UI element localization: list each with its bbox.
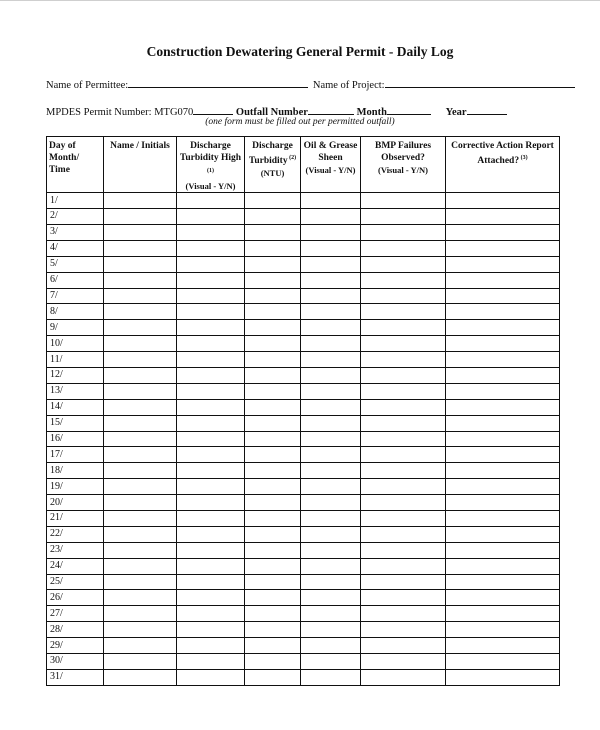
table-row bbox=[47, 526, 560, 542]
log-entry-cell[interactable] bbox=[245, 495, 301, 511]
log-entry-cell[interactable] bbox=[245, 653, 301, 669]
top-divider bbox=[0, 0, 600, 1]
day-cell[interactable]: 4/ bbox=[47, 240, 104, 256]
log-entry-cell[interactable] bbox=[446, 479, 560, 495]
log-entry-cell[interactable] bbox=[301, 209, 361, 225]
column-header-line2: Turbidity $^{(2)}$ bbox=[248, 155, 297, 167]
log-entry-cell[interactable] bbox=[361, 288, 446, 304]
column-header bbox=[47, 137, 104, 193]
log-entry-cell[interactable] bbox=[177, 431, 245, 447]
column-header-line1: Discharge bbox=[190, 141, 231, 151]
log-entry-cell[interactable] bbox=[104, 367, 177, 383]
log-entry-cell[interactable] bbox=[245, 590, 301, 606]
log-entry-cell[interactable] bbox=[301, 542, 361, 558]
log-entry-cell[interactable] bbox=[361, 383, 446, 399]
log-entry-cell[interactable] bbox=[245, 399, 301, 415]
log-entry-cell[interactable] bbox=[361, 574, 446, 590]
outfall-label: Outfall Number bbox=[235, 107, 308, 118]
log-entry-cell[interactable] bbox=[177, 606, 245, 622]
log-entry-cell[interactable] bbox=[245, 240, 301, 256]
day-cell[interactable]: 23/ bbox=[47, 542, 104, 558]
table-row bbox=[47, 622, 560, 638]
day-cell[interactable]: 13/ bbox=[47, 383, 104, 399]
log-entry-cell[interactable] bbox=[104, 352, 177, 368]
log-entry-cell[interactable] bbox=[177, 336, 245, 352]
log-entry-cell[interactable] bbox=[301, 224, 361, 240]
log-entry-cell[interactable] bbox=[446, 240, 560, 256]
log-entry-cell[interactable] bbox=[361, 352, 446, 368]
log-entry-cell[interactable] bbox=[177, 479, 245, 495]
log-entry-cell[interactable] bbox=[446, 542, 560, 558]
log-entry-cell[interactable] bbox=[177, 383, 245, 399]
log-entry-cell[interactable] bbox=[301, 288, 361, 304]
log-entry-cell[interactable] bbox=[104, 542, 177, 558]
log-entry-cell[interactable] bbox=[301, 367, 361, 383]
log-entry-cell[interactable] bbox=[177, 447, 245, 463]
mpdes-field[interactable] bbox=[193, 103, 233, 115]
log-entry-cell[interactable] bbox=[245, 256, 301, 272]
log-entry-cell[interactable] bbox=[446, 415, 560, 431]
table-row bbox=[47, 669, 560, 685]
log-entry-cell[interactable] bbox=[446, 304, 560, 320]
log-entry-cell[interactable] bbox=[301, 510, 361, 526]
log-entry-cell[interactable] bbox=[446, 653, 560, 669]
log-entry-cell[interactable] bbox=[177, 320, 245, 336]
form-note: (one form must be filled out per permitted outfall) bbox=[205, 117, 395, 127]
table-row bbox=[47, 463, 560, 479]
log-entry-cell[interactable] bbox=[446, 431, 560, 447]
footnote-marker: (3) bbox=[519, 155, 528, 161]
log-entry-cell[interactable] bbox=[104, 288, 177, 304]
log-entry-cell[interactable] bbox=[177, 510, 245, 526]
log-entry-cell[interactable] bbox=[245, 193, 301, 209]
log-entry-cell[interactable] bbox=[361, 415, 446, 431]
log-entry-cell[interactable] bbox=[446, 320, 560, 336]
log-entry-cell[interactable] bbox=[446, 574, 560, 590]
table-row bbox=[47, 336, 560, 352]
day-cell[interactable]: 17/ bbox=[47, 447, 104, 463]
log-entry-cell[interactable] bbox=[177, 415, 245, 431]
column-header bbox=[301, 137, 361, 193]
column-header-line1: BMP Failures bbox=[374, 141, 432, 151]
log-entry-cell[interactable] bbox=[361, 367, 446, 383]
table-row bbox=[47, 399, 560, 415]
table-row bbox=[47, 479, 560, 495]
table-row bbox=[47, 383, 560, 399]
log-entry-cell[interactable] bbox=[301, 415, 361, 431]
log-entry-cell[interactable] bbox=[177, 590, 245, 606]
column-header bbox=[361, 137, 446, 193]
log-entry-cell[interactable] bbox=[245, 304, 301, 320]
log-entry-cell[interactable] bbox=[104, 320, 177, 336]
table-row bbox=[47, 193, 560, 209]
log-entry-cell[interactable] bbox=[301, 193, 361, 209]
log-entry-cell[interactable] bbox=[361, 256, 446, 272]
log-entry-cell[interactable] bbox=[361, 431, 446, 447]
log-entry-cell[interactable] bbox=[361, 622, 446, 638]
permittee-row bbox=[46, 76, 575, 91]
log-entry-cell[interactable] bbox=[446, 590, 560, 606]
table-row bbox=[47, 653, 560, 669]
log-entry-cell[interactable] bbox=[301, 606, 361, 622]
table-row bbox=[47, 256, 560, 272]
log-entry-cell[interactable] bbox=[301, 399, 361, 415]
project-field[interactable] bbox=[385, 76, 575, 88]
log-entry-cell[interactable] bbox=[301, 653, 361, 669]
day-cell[interactable]: 31/ bbox=[47, 669, 104, 685]
column-header-line3: (NTU) bbox=[260, 168, 285, 179]
log-entry-cell[interactable] bbox=[177, 653, 245, 669]
table-row bbox=[47, 367, 560, 383]
column-header bbox=[104, 137, 177, 193]
table-row bbox=[47, 558, 560, 574]
column-header bbox=[446, 137, 560, 193]
log-entry-cell[interactable] bbox=[177, 669, 245, 685]
log-entry-cell[interactable] bbox=[361, 224, 446, 240]
footnote-marker: (1) bbox=[207, 168, 214, 174]
log-entry-cell[interactable] bbox=[301, 526, 361, 542]
log-entry-cell[interactable] bbox=[446, 193, 560, 209]
log-entry-cell[interactable] bbox=[301, 304, 361, 320]
day-cell[interactable]: 11/ bbox=[47, 352, 104, 368]
log-entry-cell[interactable] bbox=[104, 447, 177, 463]
log-entry-cell[interactable] bbox=[361, 638, 446, 654]
table-row bbox=[47, 415, 560, 431]
table-row bbox=[47, 574, 560, 590]
log-entry-cell[interactable] bbox=[245, 606, 301, 622]
log-entry-cell[interactable] bbox=[301, 240, 361, 256]
column-header bbox=[177, 137, 245, 193]
log-entry-cell[interactable] bbox=[104, 240, 177, 256]
log-entry-cell[interactable] bbox=[446, 209, 560, 225]
table-row bbox=[47, 320, 560, 336]
log-entry-cell[interactable] bbox=[104, 463, 177, 479]
log-entry-cell[interactable] bbox=[177, 240, 245, 256]
column-header-line3: (Visual - Y/N) bbox=[305, 165, 356, 175]
log-entry-cell[interactable] bbox=[245, 367, 301, 383]
mpdes-label: MPDES Permit Number: MTG070 bbox=[46, 107, 194, 118]
log-entry-cell[interactable] bbox=[104, 336, 177, 352]
log-entry-cell[interactable] bbox=[104, 193, 177, 209]
log-entry-cell[interactable] bbox=[177, 526, 245, 542]
day-cell[interactable]: 5/ bbox=[47, 256, 104, 272]
table-row bbox=[47, 510, 560, 526]
log-entry-cell[interactable] bbox=[104, 574, 177, 590]
table-body bbox=[47, 193, 560, 686]
log-entry-cell[interactable] bbox=[301, 336, 361, 352]
log-entry-cell[interactable] bbox=[104, 415, 177, 431]
column-header-line1: Name / Initials bbox=[110, 141, 170, 151]
log-entry-cell[interactable] bbox=[301, 447, 361, 463]
log-entry-cell[interactable] bbox=[245, 479, 301, 495]
day-cell[interactable]: 3/ bbox=[47, 224, 104, 240]
log-entry-cell[interactable] bbox=[245, 558, 301, 574]
log-entry-cell[interactable] bbox=[361, 193, 446, 209]
log-entry-cell[interactable] bbox=[177, 638, 245, 654]
log-entry-cell[interactable] bbox=[361, 447, 446, 463]
log-entry-cell[interactable] bbox=[104, 558, 177, 574]
log-entry-cell[interactable] bbox=[301, 383, 361, 399]
log-entry-cell[interactable] bbox=[361, 463, 446, 479]
log-entry-cell[interactable] bbox=[177, 558, 245, 574]
log-entry-cell[interactable] bbox=[245, 510, 301, 526]
day-cell[interactable]: 16/ bbox=[47, 431, 104, 447]
log-entry-cell[interactable] bbox=[104, 495, 177, 511]
column-header-line1: Discharge bbox=[252, 141, 293, 151]
log-entry-cell[interactable] bbox=[245, 336, 301, 352]
permittee-field[interactable] bbox=[128, 76, 308, 88]
day-cell[interactable]: 19/ bbox=[47, 479, 104, 495]
log-entry-cell[interactable] bbox=[446, 638, 560, 654]
log-entry-cell[interactable] bbox=[245, 463, 301, 479]
log-entry-cell[interactable] bbox=[177, 272, 245, 288]
table-row bbox=[47, 606, 560, 622]
log-entry-cell[interactable] bbox=[245, 352, 301, 368]
table-row bbox=[47, 209, 560, 225]
permittee-label: Name of Permittee: bbox=[46, 80, 129, 91]
log-entry-cell[interactable] bbox=[245, 447, 301, 463]
permit-number-row bbox=[46, 103, 507, 118]
log-entry-cell[interactable] bbox=[104, 304, 177, 320]
log-entry-cell[interactable] bbox=[104, 510, 177, 526]
log-entry-cell[interactable] bbox=[361, 495, 446, 511]
day-cell[interactable]: 9/ bbox=[47, 320, 104, 336]
log-entry-cell[interactable] bbox=[301, 320, 361, 336]
log-entry-cell[interactable] bbox=[177, 574, 245, 590]
log-entry-cell[interactable] bbox=[361, 336, 446, 352]
log-entry-cell[interactable] bbox=[446, 336, 560, 352]
log-entry-cell[interactable] bbox=[301, 272, 361, 288]
log-entry-cell[interactable] bbox=[177, 542, 245, 558]
column-header-line1: Oil & Grease bbox=[303, 141, 358, 151]
month-label: Month bbox=[356, 107, 387, 118]
log-entry-cell[interactable] bbox=[446, 224, 560, 240]
log-entry-cell[interactable] bbox=[245, 209, 301, 225]
table-row bbox=[47, 272, 560, 288]
table-row bbox=[47, 447, 560, 463]
log-entry-cell[interactable] bbox=[177, 463, 245, 479]
log-entry-cell[interactable] bbox=[446, 495, 560, 511]
table-row bbox=[47, 590, 560, 606]
year-field[interactable] bbox=[467, 103, 507, 115]
day-cell[interactable]: 14/ bbox=[47, 399, 104, 415]
log-entry-cell[interactable] bbox=[104, 399, 177, 415]
log-entry-cell[interactable] bbox=[177, 367, 245, 383]
log-entry-cell[interactable] bbox=[301, 495, 361, 511]
log-entry-cell[interactable] bbox=[104, 209, 177, 225]
day-cell[interactable]: 24/ bbox=[47, 558, 104, 574]
log-entry-cell[interactable] bbox=[245, 638, 301, 654]
column-header-line3: (Visual - Y/N) bbox=[378, 165, 428, 175]
log-entry-cell[interactable] bbox=[301, 463, 361, 479]
log-entry-cell[interactable] bbox=[301, 638, 361, 654]
log-entry-cell[interactable] bbox=[446, 399, 560, 415]
log-entry-cell[interactable] bbox=[177, 224, 245, 240]
log-entry-cell[interactable] bbox=[245, 574, 301, 590]
log-entry-cell[interactable] bbox=[104, 256, 177, 272]
outfall-field[interactable] bbox=[308, 103, 354, 115]
table-row bbox=[47, 495, 560, 511]
day-cell[interactable]: 28/ bbox=[47, 622, 104, 638]
log-entry-cell[interactable] bbox=[104, 224, 177, 240]
log-entry-cell[interactable] bbox=[301, 352, 361, 368]
table-row bbox=[47, 304, 560, 320]
log-entry-cell[interactable] bbox=[446, 288, 560, 304]
log-entry-cell[interactable] bbox=[361, 590, 446, 606]
column-header bbox=[245, 137, 301, 193]
log-entry-cell[interactable] bbox=[361, 558, 446, 574]
log-entry-cell[interactable] bbox=[446, 383, 560, 399]
log-entry-cell[interactable] bbox=[301, 256, 361, 272]
table-header-row bbox=[47, 137, 560, 193]
day-cell[interactable]: 25/ bbox=[47, 574, 104, 590]
table-row bbox=[47, 542, 560, 558]
log-entry-cell[interactable] bbox=[104, 669, 177, 685]
log-entry-cell[interactable] bbox=[446, 463, 560, 479]
day-cell[interactable]: 22/ bbox=[47, 526, 104, 542]
log-entry-cell[interactable] bbox=[177, 256, 245, 272]
log-entry-cell[interactable] bbox=[104, 622, 177, 638]
log-entry-cell[interactable] bbox=[177, 352, 245, 368]
form-title: Construction Dewatering General Permit - Daily Log bbox=[146, 44, 454, 59]
log-entry-cell[interactable] bbox=[361, 399, 446, 415]
log-entry-cell[interactable] bbox=[301, 574, 361, 590]
log-entry-cell[interactable] bbox=[446, 606, 560, 622]
table-row bbox=[47, 240, 560, 256]
day-cell[interactable]: 26/ bbox=[47, 590, 104, 606]
log-entry-cell[interactable] bbox=[245, 383, 301, 399]
day-cell[interactable]: 12/ bbox=[47, 367, 104, 383]
table-row bbox=[47, 288, 560, 304]
log-entry-cell[interactable] bbox=[245, 288, 301, 304]
log-entry-cell[interactable] bbox=[301, 479, 361, 495]
log-entry-cell[interactable] bbox=[446, 526, 560, 542]
log-entry-cell[interactable] bbox=[446, 367, 560, 383]
log-entry-cell[interactable] bbox=[104, 653, 177, 669]
log-entry-cell[interactable] bbox=[361, 526, 446, 542]
year-label: Year bbox=[445, 107, 467, 118]
log-entry-cell[interactable] bbox=[104, 590, 177, 606]
column-header-line2: Attached? $^{(3)}$ bbox=[477, 155, 528, 167]
log-entry-cell[interactable] bbox=[361, 320, 446, 336]
column-header-line1: Day of Month/ bbox=[49, 141, 80, 163]
log-entry-cell[interactable] bbox=[446, 510, 560, 526]
footnote-marker: (2) bbox=[287, 155, 297, 161]
log-entry-cell[interactable] bbox=[245, 272, 301, 288]
day-cell[interactable]: 10/ bbox=[47, 336, 104, 352]
column-header-line2: Turbidity High $^{(1)}$ bbox=[179, 153, 242, 174]
day-cell[interactable]: 2/ bbox=[47, 209, 104, 225]
log-entry-cell[interactable] bbox=[177, 622, 245, 638]
day-cell[interactable]: 6/ bbox=[47, 272, 104, 288]
day-cell[interactable]: 15/ bbox=[47, 415, 104, 431]
log-entry-cell[interactable] bbox=[301, 622, 361, 638]
log-entry-cell[interactable] bbox=[104, 606, 177, 622]
day-cell[interactable]: 8/ bbox=[47, 304, 104, 320]
log-entry-cell[interactable] bbox=[245, 526, 301, 542]
log-entry-cell[interactable] bbox=[446, 256, 560, 272]
day-cell[interactable]: 18/ bbox=[47, 463, 104, 479]
log-entry-cell[interactable] bbox=[245, 431, 301, 447]
table-row bbox=[47, 431, 560, 447]
log-entry-cell[interactable] bbox=[301, 431, 361, 447]
log-entry-cell[interactable] bbox=[104, 383, 177, 399]
log-entry-cell[interactable] bbox=[177, 193, 245, 209]
log-entry-cell[interactable] bbox=[177, 304, 245, 320]
log-entry-cell[interactable] bbox=[104, 431, 177, 447]
month-field[interactable] bbox=[387, 103, 431, 115]
day-cell[interactable]: 21/ bbox=[47, 510, 104, 526]
daily-log-table bbox=[46, 136, 560, 686]
log-entry-cell[interactable] bbox=[177, 495, 245, 511]
log-entry-cell[interactable] bbox=[177, 399, 245, 415]
log-entry-cell[interactable] bbox=[446, 558, 560, 574]
log-entry-cell[interactable] bbox=[446, 352, 560, 368]
log-entry-cell[interactable] bbox=[361, 272, 446, 288]
log-entry-cell[interactable] bbox=[245, 224, 301, 240]
log-entry-cell[interactable] bbox=[361, 479, 446, 495]
log-entry-cell[interactable] bbox=[446, 622, 560, 638]
log-entry-cell[interactable] bbox=[446, 447, 560, 463]
log-entry-cell[interactable] bbox=[361, 510, 446, 526]
log-entry-cell[interactable] bbox=[177, 288, 245, 304]
log-entry-cell[interactable] bbox=[446, 669, 560, 685]
column-header-line2: Observed? bbox=[381, 153, 425, 163]
column-header-line2: Sheen bbox=[318, 153, 343, 163]
day-cell[interactable]: 30/ bbox=[47, 653, 104, 669]
log-entry-cell[interactable] bbox=[245, 415, 301, 431]
log-entry-cell[interactable] bbox=[104, 272, 177, 288]
log-entry-cell[interactable] bbox=[361, 304, 446, 320]
log-entry-cell[interactable] bbox=[245, 622, 301, 638]
log-entry-cell[interactable] bbox=[177, 209, 245, 225]
log-entry-cell[interactable] bbox=[361, 209, 446, 225]
column-header-line3: (Visual - Y/N) bbox=[185, 181, 236, 192]
log-entry-cell[interactable] bbox=[361, 669, 446, 685]
log-entry-cell[interactable] bbox=[245, 320, 301, 336]
log-entry-cell[interactable] bbox=[361, 606, 446, 622]
column-header-line2: Time bbox=[49, 165, 70, 175]
day-cell[interactable]: 29/ bbox=[47, 638, 104, 654]
log-entry-cell[interactable] bbox=[446, 272, 560, 288]
table-row bbox=[47, 638, 560, 654]
log-entry-cell[interactable] bbox=[104, 479, 177, 495]
log-entry-cell[interactable] bbox=[361, 240, 446, 256]
log-entry-cell[interactable] bbox=[104, 638, 177, 654]
log-entry-cell[interactable] bbox=[361, 653, 446, 669]
column-header-line1: Corrective Action Report bbox=[451, 141, 554, 151]
day-cell[interactable]: 20/ bbox=[47, 495, 104, 511]
log-entry-cell[interactable] bbox=[301, 669, 361, 685]
log-entry-cell[interactable] bbox=[361, 542, 446, 558]
log-entry-cell[interactable] bbox=[301, 558, 361, 574]
day-cell[interactable]: 7/ bbox=[47, 288, 104, 304]
log-entry-cell[interactable] bbox=[301, 590, 361, 606]
table-row bbox=[47, 224, 560, 240]
project-label: Name of Project: bbox=[312, 80, 385, 91]
log-entry-cell[interactable] bbox=[245, 669, 301, 685]
log-entry-cell[interactable] bbox=[245, 542, 301, 558]
day-cell[interactable]: 1/ bbox=[47, 193, 104, 209]
day-cell[interactable]: 27/ bbox=[47, 606, 104, 622]
log-entry-cell[interactable] bbox=[104, 526, 177, 542]
table-row bbox=[47, 352, 560, 368]
